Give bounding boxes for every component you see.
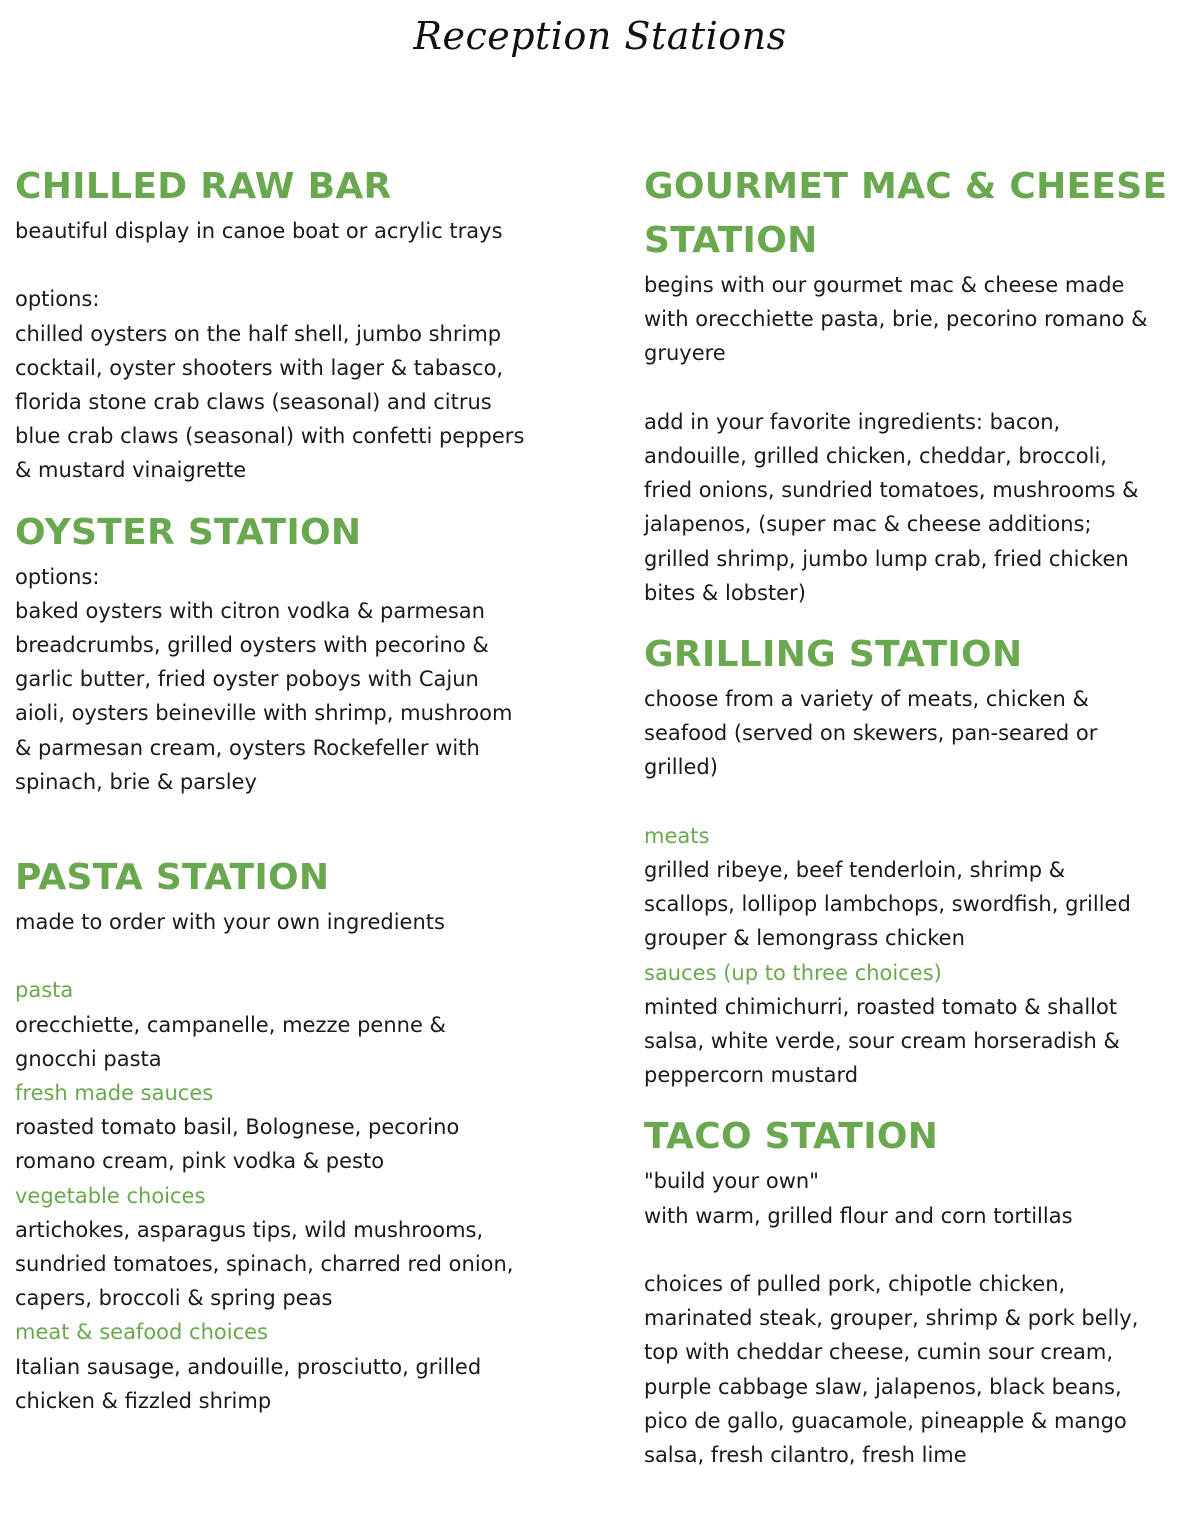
section-pasta-station <box>15 851 575 1418</box>
menu-line: grilled) <box>644 755 718 780</box>
menu-line: roasted tomato basil, Bolognese, pecorino <box>15 1115 460 1140</box>
page-title: Reception Stations <box>413 14 787 58</box>
section-heading: PASTA STATION <box>15 857 330 899</box>
menu-line: & parmesan cream, oysters Rockefeller with <box>15 735 480 760</box>
menu-line: with orecchiette pasta, brie, pecorino romano & <box>644 307 1148 332</box>
menu-line: choices of pulled pork, chipotle chicken, <box>644 1272 1066 1297</box>
menu-line: fried onions, sundried tomatoes, mushrooms & <box>644 478 1139 503</box>
section-chilled-raw-bar <box>15 160 575 488</box>
menu-line: marinated steak, grouper, shrimp & pork belly, <box>644 1306 1139 1331</box>
menu-line: chicken & fizzled shrimp <box>15 1388 272 1413</box>
section-taco-station <box>644 1110 1189 1472</box>
menu-line: gnocchi pasta <box>15 1046 162 1071</box>
menu-line: breadcrumbs, grilled oysters with pecorino & <box>15 633 489 658</box>
section-intro: made to order with your own ingredients <box>15 910 445 935</box>
subheading-sauces: sauces (up to three choices) <box>644 960 942 985</box>
section-heading: CHILLED RAW BAR <box>15 166 392 207</box>
section-grilling-station <box>644 628 1189 1092</box>
menu-line: andouille, grilled chicken, cheddar, broccoli, <box>644 444 1107 468</box>
menu-line: cocktail, oyster shooters with lager & tabasco, <box>15 355 504 380</box>
menu-line: salsa, white verde, sour cream horseradish & <box>644 1029 1120 1054</box>
menu-line: add in your favorite ingredients: bacon, <box>644 409 1061 434</box>
menu-line: bites & lobster) <box>644 580 806 605</box>
section-heading: GRILLING STATION <box>644 634 1023 676</box>
menu-line: baked oysters with citron vodka & parmesan <box>15 598 485 623</box>
menu-line: begins with our gourmet mac & cheese made <box>644 273 1125 297</box>
menu-line: minted chimichurri, roasted tomato & shallot <box>644 994 1118 1019</box>
menu-line: top with cheddar cheese, cumin sour cream, <box>644 1340 1114 1365</box>
menu-line: Italian sausage, andouille, prosciutto, grilled <box>15 1354 482 1379</box>
menu-line: grouper & lemongrass chicken <box>644 926 965 951</box>
menu-line: grilled ribeye, beef tenderloin, shrimp & <box>644 858 1066 883</box>
menu-line: aioli, oysters beineville with shrimp, mushroom <box>15 701 513 726</box>
section-oyster-station <box>15 506 575 799</box>
menu-line: romano cream, pink vodka & pesto <box>15 1149 385 1174</box>
menu-line: "build your own" <box>644 1169 819 1194</box>
menu-line: garlic butter, fried oyster poboys with Cajun <box>15 667 479 692</box>
menu-line: orecchiette, campanelle, mezze penne & <box>15 1012 446 1037</box>
section-heading: GOURMET MAC & CHEESE <box>644 166 1168 207</box>
menu-line: gruyere <box>644 341 726 366</box>
menu-line: pico de gallo, guacamole, pineapple & mango <box>644 1408 1127 1433</box>
menu-line: chilled oysters on the half shell, jumbo shrimp <box>15 321 502 346</box>
section-intro: beautiful display in canoe boat or acrylic trays <box>15 219 503 243</box>
menu-line: grilled shrimp, jumbo lump crab, fried chicken <box>644 546 1129 571</box>
section-mac-and-cheese <box>644 160 1189 610</box>
subheading-vegetables: vegetable choices <box>15 1183 206 1208</box>
menu-line: purple cabbage slaw, jalapenos, black beans, <box>644 1374 1122 1399</box>
subheading-pasta: pasta <box>15 978 74 1003</box>
subheading-meats: meats <box>644 823 710 848</box>
options-label: options: <box>15 564 100 589</box>
menu-line: salsa, fresh cilantro, fresh lime <box>644 1443 967 1468</box>
menu-line: blue crab claws (seasonal) with confetti peppers <box>15 424 525 449</box>
left-column <box>15 160 575 1418</box>
subheading-meat-seafood: meat & seafood choices <box>15 1320 268 1345</box>
menu-line: spinach, brie & parsley <box>15 769 257 794</box>
right-column <box>644 160 1189 1472</box>
subheading-sauces: fresh made sauces <box>15 1081 214 1106</box>
section-heading: TACO STATION <box>644 1116 939 1158</box>
section-heading: OYSTER STATION <box>15 511 362 553</box>
menu-line: choose from a variety of meats, chicken & <box>644 687 1089 712</box>
menu-line: jalapenos, (super mac & cheese additions; <box>644 512 1092 537</box>
menu-line: scallops, lollipop lambchops, swordfish, grilled <box>644 892 1131 917</box>
menu-line: & mustard vinaigrette <box>15 458 247 483</box>
menu-line: florida stone crab claws (seasonal) and citrus <box>15 390 492 414</box>
menu-line: artichokes, asparagus tips, wild mushrooms, <box>15 1217 484 1242</box>
menu-line: seafood (served on skewers, pan-seared or <box>644 721 1098 746</box>
menu-line: capers, broccoli & spring peas <box>15 1286 333 1311</box>
menu-line: peppercorn mustard <box>644 1063 859 1088</box>
menu-line: with warm, grilled flour and corn tortillas <box>644 1203 1073 1228</box>
menu-line: sundried tomatoes, spinach, charred red onion, <box>15 1252 514 1277</box>
section-heading-continued: STATION <box>644 220 818 261</box>
options-label: options: <box>15 287 100 312</box>
